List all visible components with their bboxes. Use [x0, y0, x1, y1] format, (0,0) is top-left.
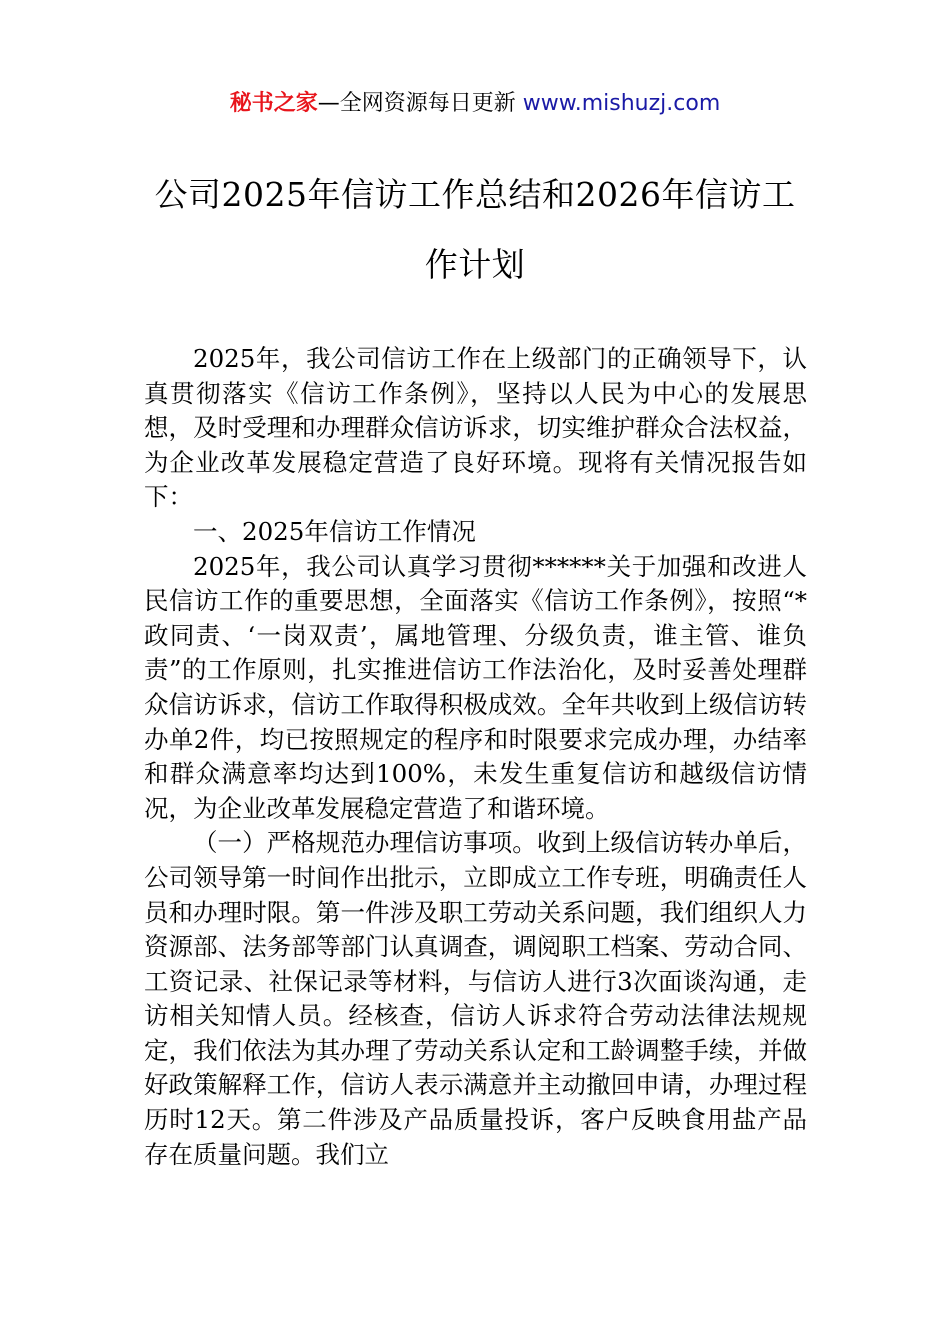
site-link[interactable]: www.mishuzj.com: [522, 91, 721, 116]
body-paragraph: （一）严格规范办理信访事项。收到上级信访转办单后，公司领导第一时间作出批示，立即成立工作专班，明确责任人员和办理时限。第一件涉及职工劳动关系问题，我们组织人力资源部、法务部等部门认真调查，调阅职工档案、劳动合同、工资记录、社保记录等材料，与信访人进行3次面谈沟通，走访相关知情人员。经核查，信访人诉求符合劳动法律法规规定，我们依法为其办理了劳动关系认定和工龄调整手续，并做好政策解释工作，信访人表示满意并主动撤回申请，办理过程历时12天。第二件涉及产品质量投诉，客户反映食用盐产品存在质量问题。我们立: [144, 828, 807, 1169]
document-title: 公司2025年信访工作总结和2026年信访工作计划: [154, 175, 796, 284]
intro-paragraph: 2025年，我公司信访工作在上级部门的正确领导下，认真贯彻落实《信访工作条例》，坚持以人民为中心的发展思想，及时受理和办理群众信访诉求，切实维护群众合法权益，为企业改革发展稳定营造了良好环境。现将有关情况报告如下：: [144, 344, 807, 512]
document-body: [144, 342, 807, 1172]
body-paragraph: 2025年，我公司认真学习贯彻******关于加强和改进人民信访工作的重要思想，全面落实《信访工作条例》，按照“*政同责、‘一岗双责’，属地管理、分级负责，谁主管、谁负责”的工作原则，扎实推进信访工作法治化，及时妥善处理群众信访诉求，信访工作取得积极成效。全年共收到上级信访转办单2件，均已按照规定的程序和时限要求完成办理，办结率和群众满意率均达到100%，未发生重复信访和越级信访情况，为企业改革发展稳定营造了和谐环境。: [144, 551, 807, 823]
section-heading: 一、2025年信访工作情况: [193, 516, 476, 546]
brand-name: 秘书之家: [229, 91, 318, 116]
site-header: [0, 88, 950, 120]
header-tagline: —全网资源每日更新: [317, 91, 523, 116]
